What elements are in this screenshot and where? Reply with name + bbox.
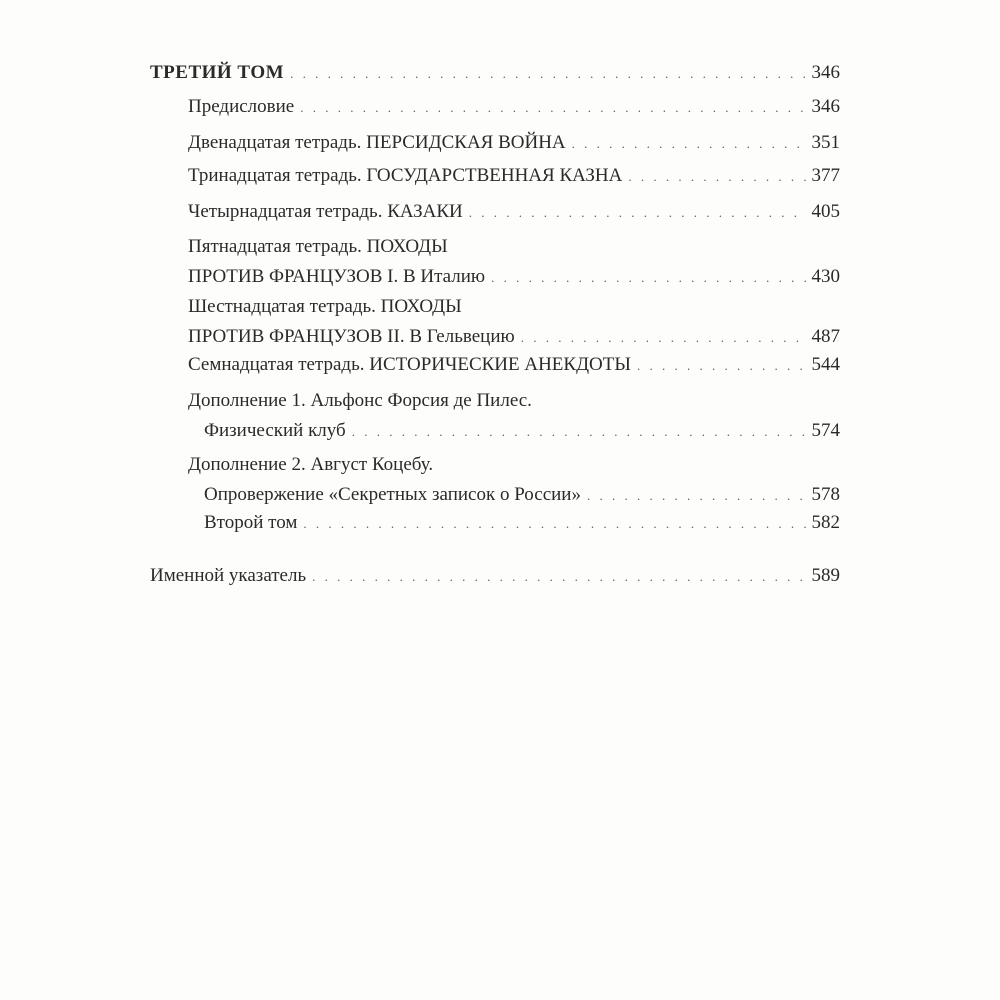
page-number: 430 xyxy=(811,266,840,287)
toc-entry xyxy=(188,92,840,122)
entry-title-line1: Шестнадцатая тетрадь. ПОХОДЫ xyxy=(188,296,462,317)
entry-title: Предисловие xyxy=(188,96,295,117)
dot-leader xyxy=(521,323,806,353)
entry-title: Четырнадцатая тетрадь. КАЗАКИ xyxy=(188,201,463,222)
dot-leader xyxy=(637,351,806,381)
page-number: 544 xyxy=(811,354,840,375)
dot-leader xyxy=(572,129,806,159)
entry-title: Второй том xyxy=(204,512,298,533)
entry-title-line1: Дополнение 2. Август Коцебу. xyxy=(188,454,434,475)
toc-entry xyxy=(188,386,840,450)
entry-title-line1: Пятнадцатая тетрадь. ПОХОДЫ xyxy=(188,236,448,257)
dot-leader xyxy=(352,417,806,447)
toc-entry xyxy=(188,450,840,514)
entry-title: ПРОТИВ ФРАНЦУЗОВ I. В Италию xyxy=(188,266,486,287)
entry-title: ПРОТИВ ФРАНЦУЗОВ II. В Гельвецию xyxy=(188,326,515,347)
page-number: 578 xyxy=(811,484,840,505)
entry-title: Тринадцатая тетрадь. ГОСУДАРСТВЕННАЯ КАЗНА xyxy=(188,165,623,186)
page-number: 574 xyxy=(811,420,840,441)
toc-index-entry xyxy=(150,561,840,591)
toc-entry xyxy=(188,197,840,227)
page-number: 487 xyxy=(811,326,840,347)
dot-leader xyxy=(469,198,806,228)
page-number: 346 xyxy=(811,96,840,117)
toc-entry xyxy=(188,161,840,191)
page-number: 346 xyxy=(811,62,840,83)
dot-leader xyxy=(491,263,805,293)
entry-title: Опровержение «Секретных записок о России» xyxy=(204,484,581,505)
dot-leader xyxy=(312,562,805,592)
dot-leader xyxy=(300,93,805,123)
toc-section-heading xyxy=(150,58,840,88)
dot-leader xyxy=(628,162,805,192)
dot-leader xyxy=(587,481,806,511)
entry-title: Семнадцатая тетрадь. ИСТОРИЧЕСКИЕ АНЕКДОТЫ xyxy=(188,354,631,375)
toc-entry xyxy=(188,232,840,296)
dot-leader xyxy=(290,59,805,89)
page-number: 351 xyxy=(811,132,840,153)
page-number: 377 xyxy=(811,165,840,186)
entry-title-line1: Дополнение 1. Альфонс Форсия де Пилес. xyxy=(188,390,532,411)
entry-title: Именной указатель xyxy=(150,565,307,586)
page-number: 405 xyxy=(811,201,840,222)
toc-entry xyxy=(188,128,840,158)
section-title: ТРЕТИЙ ТОМ xyxy=(150,62,285,83)
toc-entry xyxy=(188,292,840,356)
entry-title: Двенадцатая тетрадь. ПЕРСИДСКАЯ ВОЙНА xyxy=(188,132,566,153)
toc-entry xyxy=(188,350,840,380)
toc-entry xyxy=(188,508,840,538)
dot-leader xyxy=(303,509,805,539)
entry-title: Физический клуб xyxy=(204,420,346,441)
page-number: 582 xyxy=(811,512,840,533)
page-number: 589 xyxy=(811,565,840,586)
